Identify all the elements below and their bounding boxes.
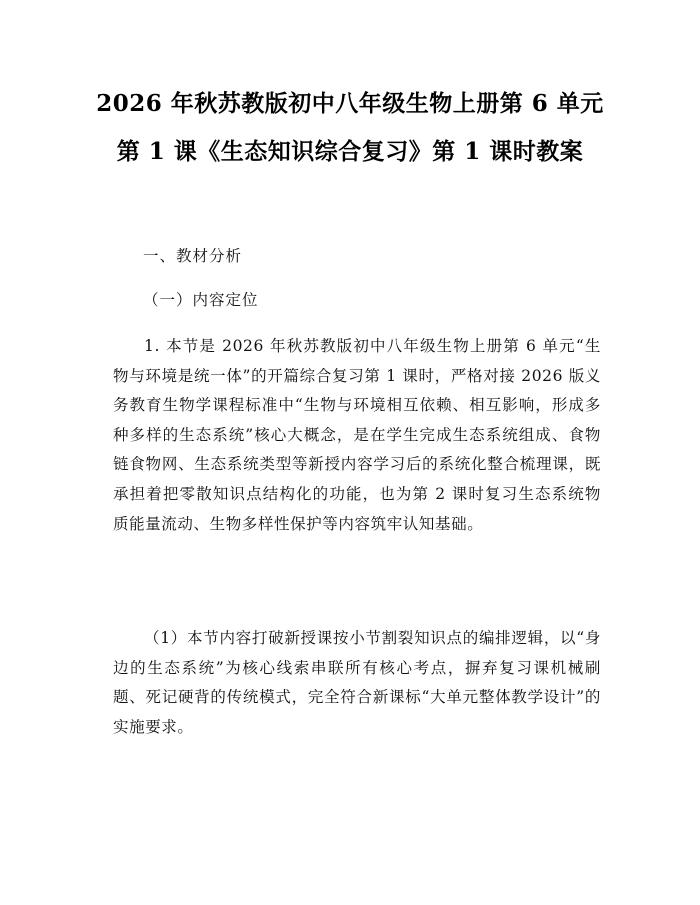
body-paragraph: 1. 本节是 2026 年秋苏教版初中八年级生物上册第 6 单元“生物与环境是统一体”的开篇综合复习第 1 课时，严格对接 2026 版义务教育生物学课程标准中“生物与环境相互依赖、相互影响，形成多种多样的生态系统”核心大概念，是在学生完成生态系统组成、食物链食物网、生态系统类型等新授内容学习后的系统化整合梳理课，既承担着把零散知识点结构化的功能，也为第 2 课时复习生态系统物质能量流动、生物多样性保护等内容筑牢认知基础。 (113, 337, 601, 533)
document-title: 2026 年秋苏教版初中八年级生物上册第 6 单元第 1 课《生态知识综合复习》第 1 课时教案 (96, 90, 604, 165)
subsection-heading: （一）内容定位 (143, 291, 259, 309)
body-paragraph: （1）本节内容打破新授课按小节割裂知识点的编排逻辑，以“身边的生态系统”为核心线索串联所有核心考点，摒弃复习课机械刷题、死记硬背的传统模式，完全符合新课标“大单元整体教学设计”的实施要求。 (113, 629, 601, 736)
section-heading: 一、教材分析 (143, 247, 243, 265)
